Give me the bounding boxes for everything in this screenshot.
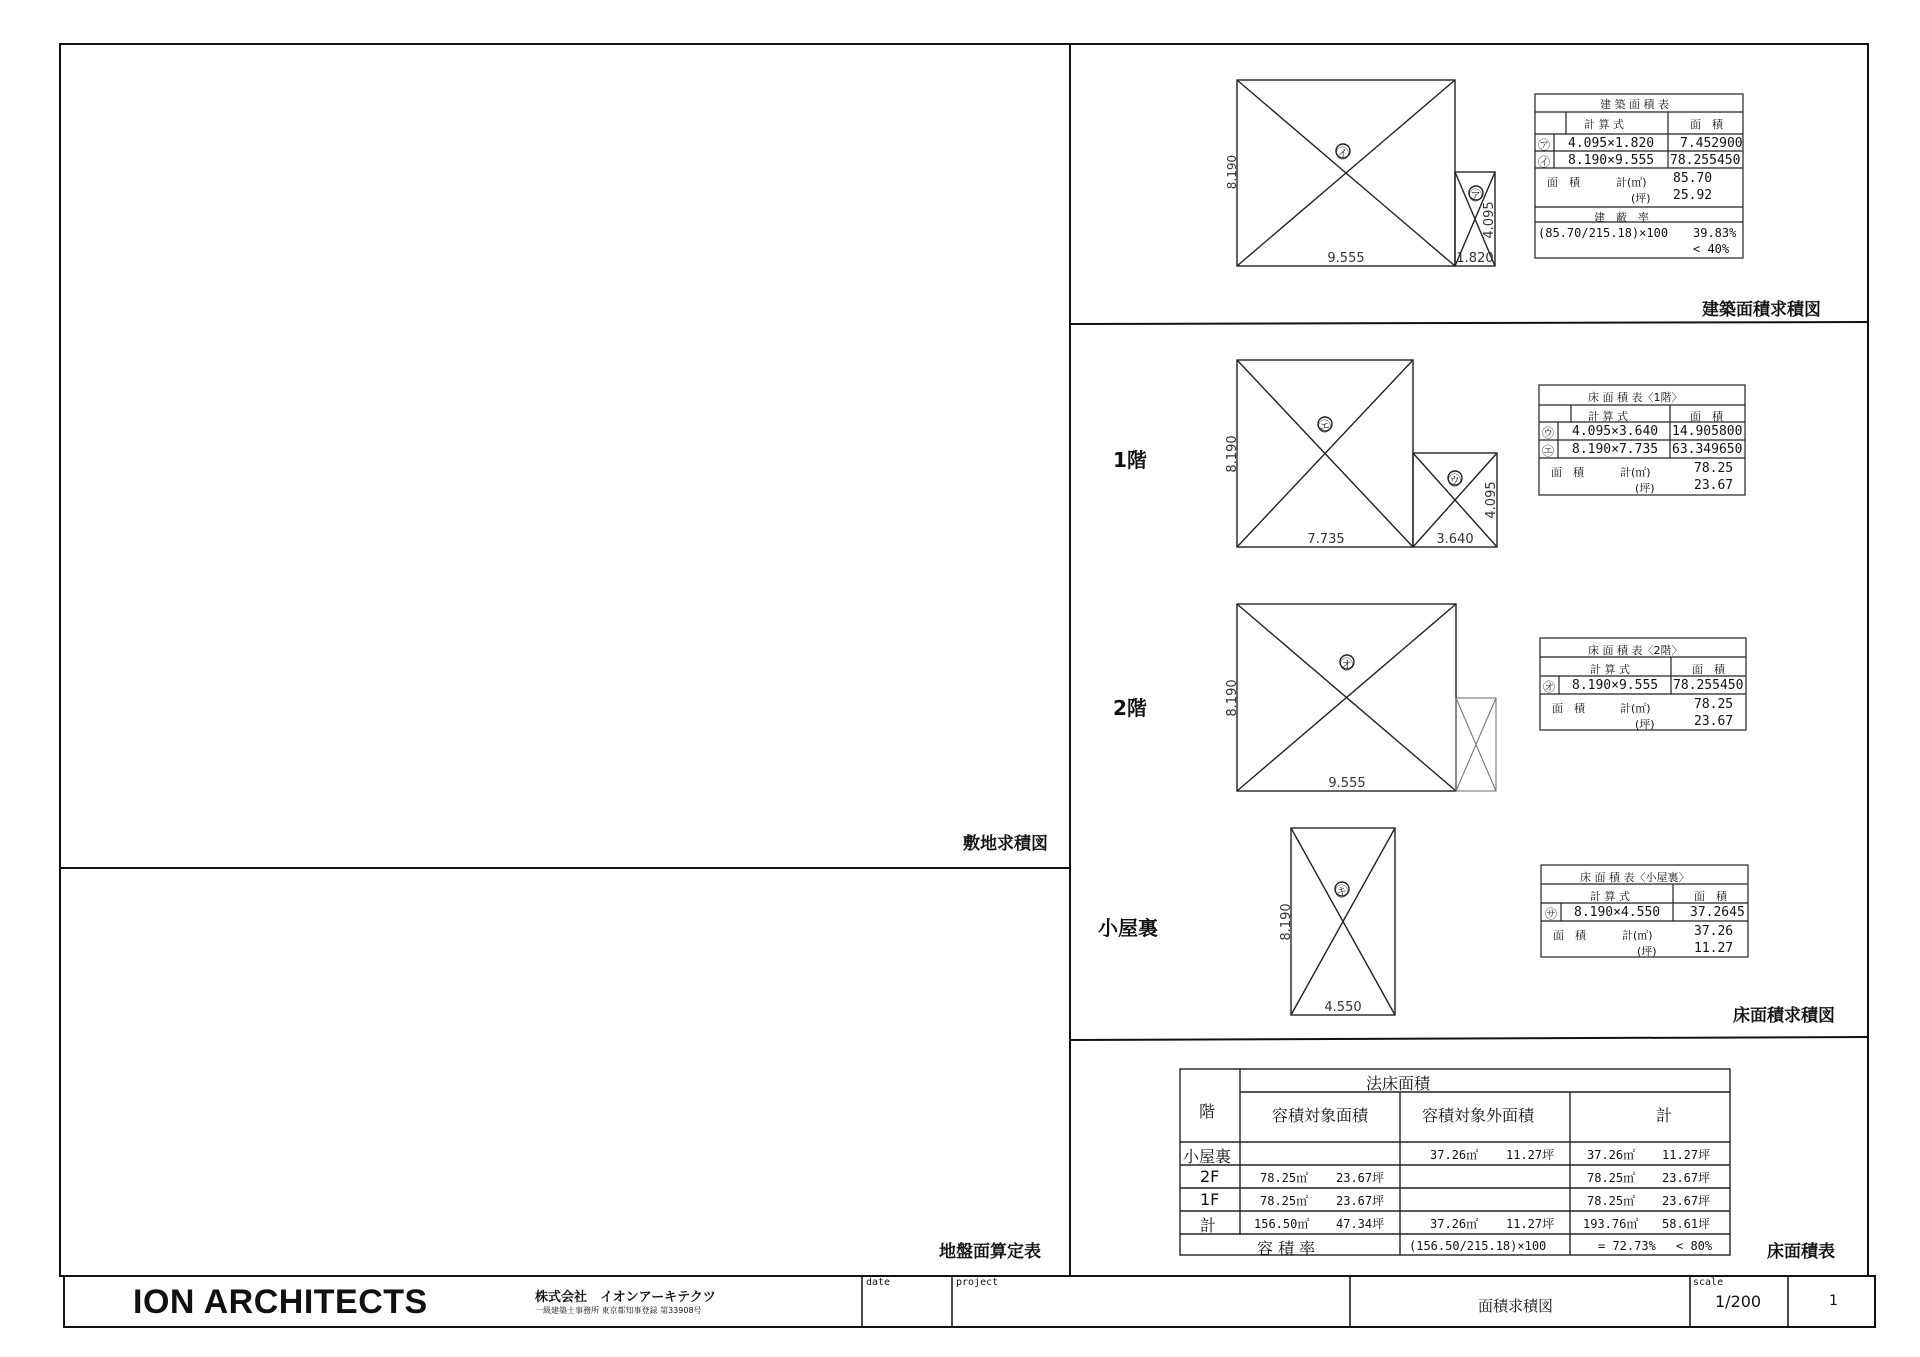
lf-col-floor: 階 <box>1199 1102 1216 1121</box>
attic-total-tsubo-label: (坪) <box>1637 945 1657 958</box>
f1-row1-formula: 4.095×3.640 <box>1572 424 1659 439</box>
lf-row-1f-floor: 1F <box>1200 1190 1220 1209</box>
ba-row1-formula: 4.095×1.820 <box>1568 136 1655 151</box>
lf-far-formula: (156.50/215.18)×100 <box>1409 1239 1547 1253</box>
attic-row1-area: 37.2645 <box>1690 905 1745 920</box>
f2-total-tsubo-label: (坪) <box>1635 718 1655 731</box>
lf-row-attic-exc-m2: 37.26㎡ <box>1430 1148 1479 1162</box>
lf-row-total-exc-tsubo: 11.27坪 <box>1506 1217 1555 1231</box>
ground-level-label: 地盤面算定表 <box>939 1242 1041 1262</box>
ba-row1-mark: ㋐ <box>1538 138 1551 152</box>
site-area-label: 敷地求積図 <box>963 834 1048 854</box>
attic-table-title: 床 面 積 表〈小屋裏〉 <box>1580 871 1690 884</box>
lf-row-total-floor: 計 <box>1200 1216 1217 1235</box>
attic-col-area: 面 積 <box>1694 890 1727 903</box>
scale-label: scale <box>1693 1277 1724 1288</box>
floor1-dim-small-width: 3.640 <box>1436 532 1474 547</box>
lf-far-limit: < 80% <box>1676 1239 1713 1253</box>
project-label: project <box>956 1277 999 1288</box>
f1-total-label: 面 積 <box>1551 466 1584 479</box>
lf-row-attic-tot-m2: 37.26㎡ <box>1587 1148 1636 1162</box>
f1-total-m2: 78.25 <box>1694 461 1734 476</box>
ba-total-tsubo-label: (坪) <box>1631 192 1651 205</box>
floor2-dim-width: 9.555 <box>1328 776 1366 791</box>
lf-row-1f-inc-tsubo: 23.67坪 <box>1336 1194 1385 1208</box>
ba-row1-area: 7.452900 <box>1680 136 1743 151</box>
sheet-number: 1 <box>1829 1293 1838 1309</box>
attic-label: 小屋裏 <box>1098 916 1158 940</box>
lf-row-2f-inc-m2: 78.25㎡ <box>1260 1171 1309 1185</box>
date-label: date <box>866 1277 891 1288</box>
company-logo: ION ARCHITECTS <box>133 1283 428 1321</box>
floor2-label: 2階 <box>1113 696 1147 720</box>
f1-row2-formula: 8.190×7.735 <box>1572 442 1659 457</box>
lf-row-1f-inc-m2: 78.25㎡ <box>1260 1194 1309 1208</box>
floor1-mark-big: ㋓ <box>1318 420 1332 435</box>
building-dim-height: 8.190 <box>1225 154 1239 190</box>
f2-col-formula: 計 算 式 <box>1590 663 1630 676</box>
lf-col-total: 計 <box>1656 1106 1673 1125</box>
lf-far-result: = 72.73% <box>1598 1239 1656 1253</box>
floor1-dim-height: 8.190 <box>1225 435 1240 473</box>
f1-col-area: 面 積 <box>1690 410 1723 423</box>
f1-row2-area: 63.349650 <box>1672 442 1743 457</box>
ba-col-formula: 計 算 式 <box>1584 118 1624 131</box>
ba-col-area: 面 積 <box>1690 118 1723 131</box>
attic-total-label: 面 積 <box>1553 929 1586 942</box>
ba-row2-area: 78.255450 <box>1670 153 1741 168</box>
floor2-mark-big: ㋔ <box>1340 658 1354 673</box>
lf-col-excluded: 容積対象外面積 <box>1422 1106 1535 1125</box>
f1-table-title: 床 面 積 表〈1階〉 <box>1588 391 1683 404</box>
f2-total-tsubo: 23.67 <box>1694 714 1734 729</box>
floor1-label: 1階 <box>1113 448 1147 472</box>
building-mark-small: ㋐ <box>1469 189 1483 204</box>
f1-total-tsubo: 23.67 <box>1694 478 1734 493</box>
f2-row1-formula: 8.190×9.555 <box>1572 678 1659 693</box>
attic-total-m2-label: 計(㎡) <box>1622 929 1653 942</box>
attic-total-m2: 37.26 <box>1694 924 1734 939</box>
lf-row-total-tot-tsubo: 58.61坪 <box>1662 1217 1711 1231</box>
attic-mark-big: ㋖ <box>1335 885 1349 900</box>
f1-row1-area: 14.905800 <box>1672 424 1743 439</box>
lf-row-attic-exc-tsubo: 11.27坪 <box>1506 1148 1555 1162</box>
lf-row-2f-inc-tsubo: 23.67坪 <box>1336 1171 1385 1185</box>
building-dim-small-width: 1.820 <box>1456 251 1494 266</box>
floor1-dim-small-height: 4.095 <box>1484 481 1499 519</box>
floor-table-label: 床面積表 <box>1767 1242 1835 1262</box>
ba-total-tsubo: 25.92 <box>1673 188 1713 203</box>
ba-total-m2: 85.70 <box>1673 171 1713 186</box>
f1-total-tsubo-label: (坪) <box>1635 482 1655 495</box>
ba-row2-formula: 8.190×9.555 <box>1568 153 1655 168</box>
f2-row1-mark: ㋔ <box>1543 680 1556 694</box>
lf-col-included: 容積対象面積 <box>1272 1106 1369 1125</box>
lf-row-1f-tot-m2: 78.25㎡ <box>1587 1194 1636 1208</box>
lf-row-2f-tot-tsubo: 23.67坪 <box>1662 1171 1711 1185</box>
floor1-mark-small: ㋒ <box>1448 474 1462 489</box>
lf-row-attic-floor: 小屋裏 <box>1183 1147 1232 1166</box>
building-dim-width: 9.555 <box>1327 251 1365 266</box>
drawing-title: 面積求積図 <box>1478 1297 1554 1315</box>
attic-col-formula: 計 算 式 <box>1590 890 1630 903</box>
attic-dim-height: 8.190 <box>1279 903 1294 941</box>
attic-total-tsubo: 11.27 <box>1694 941 1734 956</box>
lf-row-total-inc-tsubo: 47.34坪 <box>1336 1217 1385 1231</box>
attic-dim-width: 4.550 <box>1324 1000 1362 1015</box>
lf-row-total-inc-m2: 156.50㎡ <box>1254 1217 1310 1231</box>
lf-row-2f-tot-m2: 78.25㎡ <box>1587 1171 1636 1185</box>
f1-row2-mark: ㋓ <box>1542 444 1555 458</box>
f2-table-title: 床 面 積 表〈2階〉 <box>1588 644 1683 657</box>
lf-title: 法床面積 <box>1366 1074 1431 1093</box>
lf-row-attic-tot-tsubo: 11.27坪 <box>1662 1148 1711 1162</box>
floor2-dim-height: 8.190 <box>1225 679 1240 717</box>
f2-row1-area: 78.255450 <box>1673 678 1744 693</box>
lf-row-2f-floor: 2F <box>1200 1167 1220 1186</box>
attic-row1-mark: ㋚ <box>1545 907 1558 921</box>
ba-total-label: 面 積 <box>1547 176 1580 189</box>
ba-table-title: 建 築 面 積 表 <box>1600 98 1669 111</box>
building-dim-small-height: 4.095 <box>1482 201 1497 239</box>
floor1-dim-width: 7.735 <box>1307 532 1345 547</box>
lf-row-1f-tot-tsubo: 23.67坪 <box>1662 1194 1711 1208</box>
f2-total-m2: 78.25 <box>1694 697 1734 712</box>
company-name: 株式会社 イオンアーキテクツ <box>535 1290 716 1305</box>
ba-ratio-title: 建 蔽 率 <box>1594 211 1649 224</box>
f2-col-area: 面 積 <box>1692 663 1725 676</box>
ba-total-m2-label: 計(㎡) <box>1616 176 1647 189</box>
f2-total-label: 面 積 <box>1552 702 1585 715</box>
scale-value: 1/200 <box>1715 1292 1762 1311</box>
company-registration: 一級建築士事務所 東京都知事登録 第33908号 <box>535 1306 702 1315</box>
floor-area-label: 床面積求積図 <box>1733 1006 1835 1026</box>
lf-far-label: 容 積 率 <box>1257 1239 1316 1258</box>
f2-total-m2-label: 計(㎡) <box>1620 702 1651 715</box>
attic-row1-formula: 8.190×4.550 <box>1574 905 1661 920</box>
ba-ratio-formula: (85.70/215.18)×100 <box>1538 226 1669 240</box>
ba-row2-mark: ㋑ <box>1538 155 1551 169</box>
lf-row-total-tot-m2: 193.76㎡ <box>1583 1217 1639 1231</box>
f1-total-m2-label: 計(㎡) <box>1620 466 1651 479</box>
lf-row-total-exc-m2: 37.26㎡ <box>1430 1217 1479 1231</box>
f1-row1-mark: ㋒ <box>1542 426 1555 440</box>
ba-ratio-limit: < 40% <box>1693 242 1730 256</box>
f1-col-formula: 計 算 式 <box>1588 410 1628 423</box>
building-area-label: 建築面積求積図 <box>1702 300 1821 320</box>
building-mark-big: ㋑ <box>1336 147 1350 162</box>
ba-ratio-value: 39.83% <box>1693 226 1737 240</box>
